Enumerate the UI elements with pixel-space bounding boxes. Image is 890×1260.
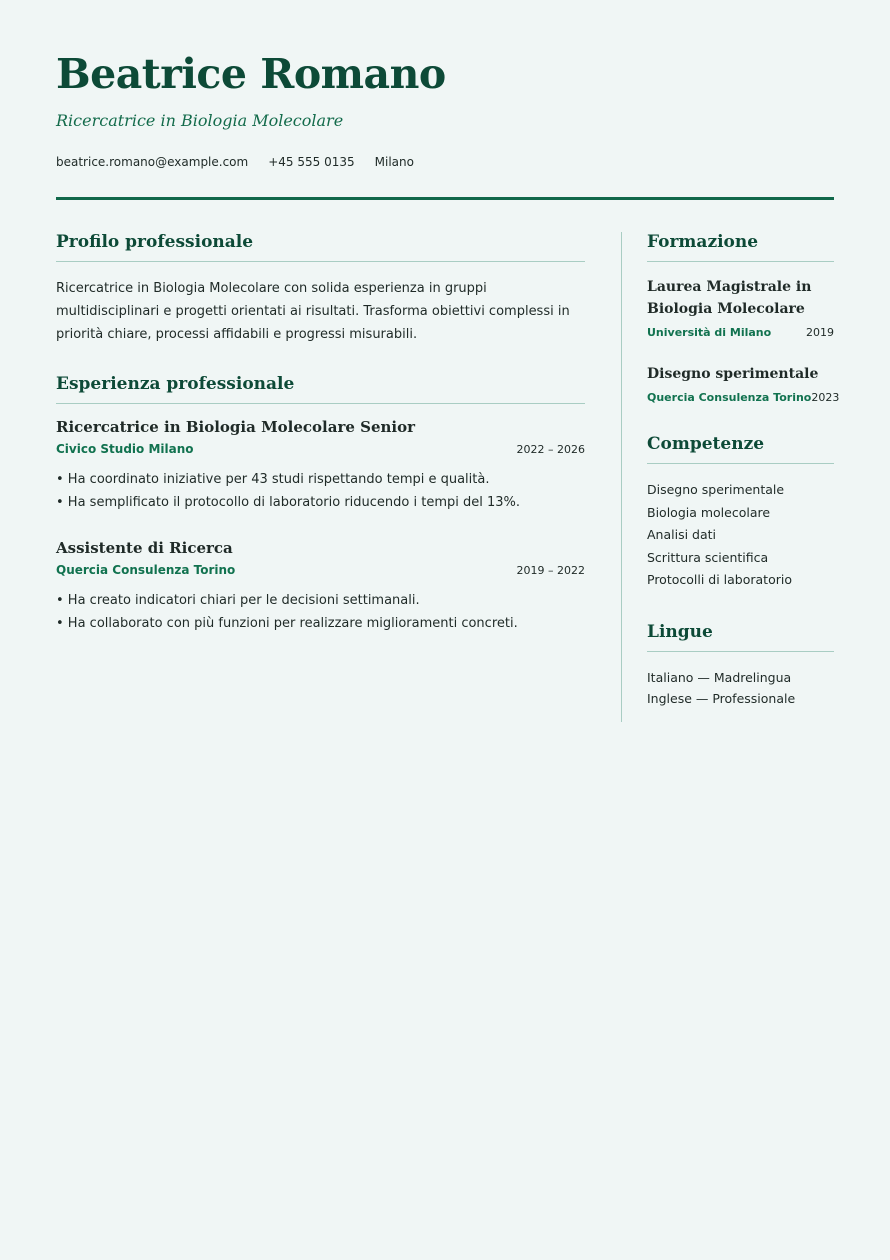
job-entry — [56, 539, 585, 635]
job-title: Assistente di Ricerca — [56, 539, 233, 557]
profile-title: Profilo professionale — [56, 232, 585, 262]
contact-email[interactable]: beatrice.romano@example.com — [56, 155, 249, 169]
experience-title: Esperienza professionale — [56, 374, 585, 404]
education-meta — [647, 326, 834, 339]
education-year: 2023 — [811, 391, 840, 404]
skills-list — [647, 479, 834, 592]
job-bullet: • Ha coordinato iniziative per 43 studi rispettando tempi e qualità. — [56, 472, 490, 487]
job-company: Quercia Consulenza Torino — [56, 563, 236, 577]
contact-city: Milano — [374, 155, 414, 169]
job-meta — [56, 442, 585, 456]
main-column — [56, 232, 585, 635]
education-year: 2019 — [806, 326, 834, 339]
skill-item: Analisi dati — [647, 527, 717, 542]
education-title: Formazione — [647, 232, 834, 262]
languages-title: Lingue — [647, 622, 834, 652]
job-bullet: • Ha semplificato il protocollo di laboratorio riducendo i tempi del 13%. — [56, 495, 521, 510]
candidate-role: Ricercatrice in Biologia Molecolare — [56, 111, 344, 130]
education-school: Università di Milano — [647, 326, 772, 339]
profile-text: Ricercatrice in Biologia Molecolare con solida esperienza in gruppi multidisciplinari e progetti orientati ai risultati. Trasforma obiettivi complessi in priorità chiare, processi affidabili e progressi misurabili. — [56, 281, 570, 342]
education-meta — [647, 391, 840, 404]
job-bullet: • Ha creato indicatori chiari per le decisioni settimanali. — [56, 593, 420, 608]
job-meta — [56, 563, 585, 577]
job-title: Ricercatrice in Biologia Molecolare Senior — [56, 418, 416, 436]
languages-section — [647, 622, 834, 710]
language-item: Inglese — Professionale — [647, 691, 796, 706]
degree-title: Disegno sperimentale — [647, 366, 819, 382]
contact-phone[interactable]: +45 555 0135 — [268, 155, 355, 169]
education-school: Quercia Consulenza Torino — [647, 391, 812, 404]
skill-item: Biologia molecolare — [647, 504, 771, 520]
skill-item: Protocolli di laboratorio — [647, 572, 792, 587]
job-entry — [56, 418, 585, 514]
education-section — [647, 232, 840, 404]
contact-bar — [56, 155, 414, 169]
skills-section — [647, 434, 834, 592]
education-entry — [647, 276, 834, 339]
experience-section — [56, 374, 585, 635]
sidebar-content — [647, 232, 840, 710]
languages-list — [647, 667, 834, 710]
job-bullets — [56, 589, 585, 635]
job-dates: 2019 – 2022 — [516, 564, 585, 577]
language-item: Italiano — Madrelingua — [647, 669, 792, 685]
skill-item: Disegno sperimentale — [647, 482, 785, 497]
sidebar-column — [621, 232, 840, 722]
job-dates: 2022 – 2026 — [516, 443, 585, 456]
job-bullets — [56, 468, 585, 514]
job-bullet: • Ha collaborato con più funzioni per realizzare miglioramenti concreti. — [56, 616, 518, 631]
candidate-name: Beatrice Romano — [56, 50, 446, 98]
skills-title: Competenze — [647, 434, 834, 464]
profile-section — [56, 232, 585, 346]
header-divider — [56, 197, 834, 200]
education-entry — [647, 363, 840, 404]
skill-item: Scrittura scientifica — [647, 549, 769, 565]
job-company: Civico Studio Milano — [56, 442, 194, 456]
degree-title: Laurea Magistrale in Biologia Molecolare — [647, 279, 812, 317]
